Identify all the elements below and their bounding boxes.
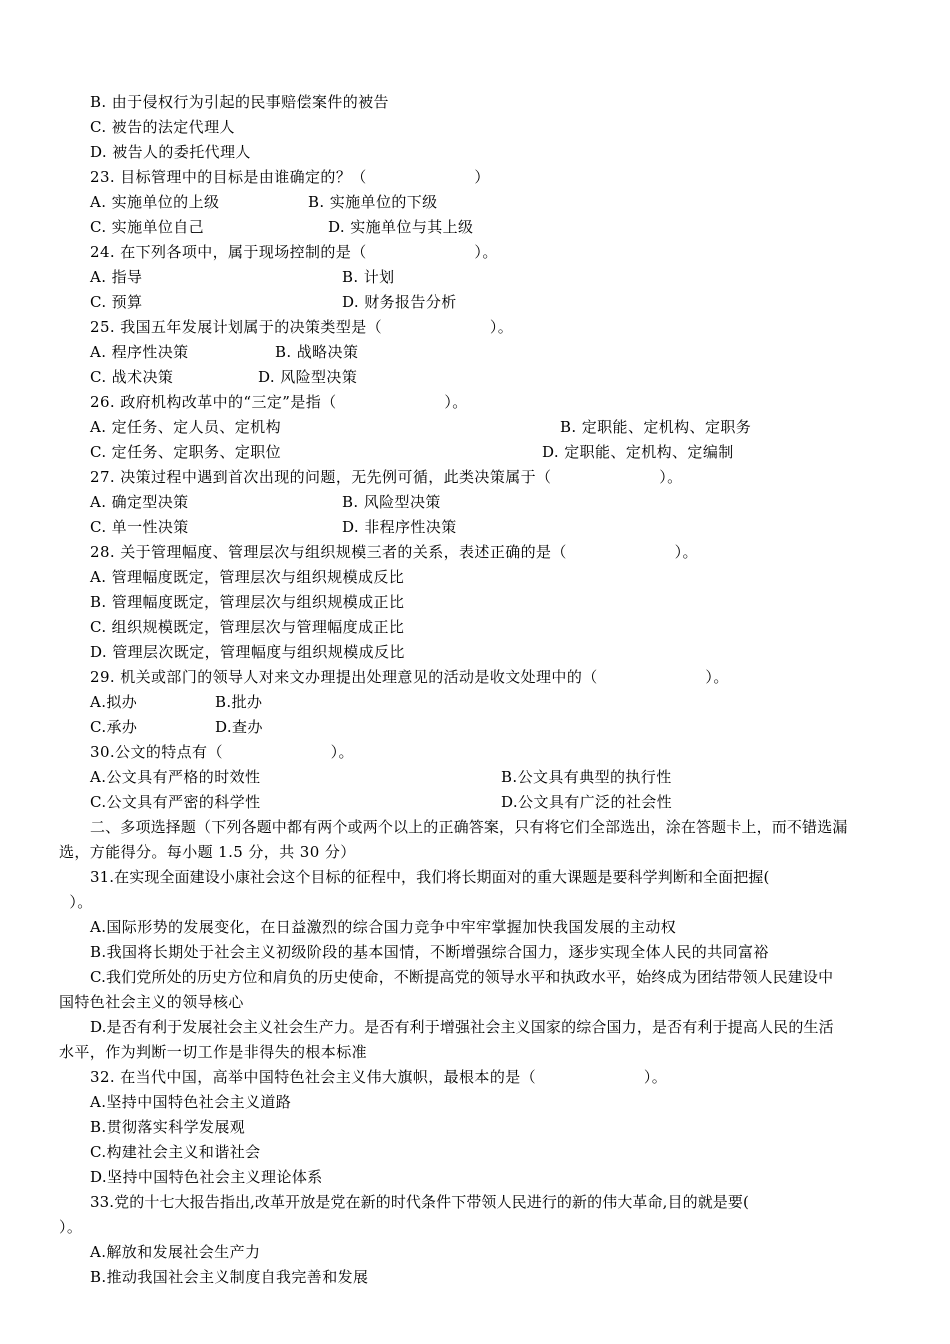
option-line: B. 管理幅度既定，管理层次与组织规模成正比 xyxy=(90,593,405,611)
option-line-cont: 水平，作为判断一切工作是非得失的根本标准 xyxy=(59,1043,368,1061)
option-line: D. 管理层次既定，管理幅度与组织规模成反比 xyxy=(90,643,405,661)
option-line-cont: 国特色社会主义的领导核心 xyxy=(59,993,244,1011)
option-line: B.贯彻落实科学发展观 xyxy=(90,1118,246,1136)
option-line: C.我们党所处的历史方位和肩负的历史使命，不断提高党的领导水平和执政水平，始终成为团结带领人民建设中 xyxy=(90,968,834,986)
option-row xyxy=(90,490,441,515)
option-b: B. 战略决策 xyxy=(275,343,359,361)
option-line: D.坚持中国特色社会主义理论体系 xyxy=(90,1168,323,1186)
option-d: D. 定职能、定机构、定编制 xyxy=(542,443,734,461)
question-32: 32. 在当代中国，高举中国特色社会主义伟大旗帜，最根本的是（ ）。 xyxy=(90,1068,668,1086)
option-b: B.批办 xyxy=(215,693,263,711)
option-row xyxy=(90,690,263,715)
option-d: D. 财务报告分析 xyxy=(342,293,457,311)
question-26: 26. 政府机构改革中的“三定”是指（ ）。 xyxy=(90,393,468,411)
question-31-cont: ）。 xyxy=(59,893,93,911)
option-a: A. 程序性决策 xyxy=(90,343,189,361)
question-31: 31.在实现全面建设小康社会这个目标的征程中，我们将长期面对的重大课题是要科学判断和全面把握( xyxy=(90,868,770,886)
option-row xyxy=(90,365,358,390)
section-heading-cont: 选，方能得分。每小题 1.5 分，共 30 分） xyxy=(59,843,356,861)
option-a: A.公文具有严格的时效性 xyxy=(90,768,261,786)
option-c: C. 定任务、定职务、定职位 xyxy=(90,443,282,461)
option-d: D.公文具有广泛的社会性 xyxy=(501,793,673,811)
option-c: C.承办 xyxy=(90,718,138,736)
option-row xyxy=(90,765,672,790)
option-line: B.推动我国社会主义制度自我完善和发展 xyxy=(90,1268,369,1286)
option-c: C. 战术决策 xyxy=(90,368,174,386)
option-a: A. 确定型决策 xyxy=(90,493,189,511)
question-27: 27. 决策过程中遇到首次出现的问题，无先例可循，此类决策属于（ ）。 xyxy=(90,468,683,486)
option-c: C. 单一性决策 xyxy=(90,518,189,536)
question-29: 29. 机关或部门的领导人对来文办理提出处理意见的活动是收文处理中的（ ）。 xyxy=(90,668,729,686)
option-d: D. 实施单位与其上级 xyxy=(328,218,474,236)
option-row xyxy=(90,440,734,465)
option-line: C. 被告的法定代理人 xyxy=(90,118,235,136)
option-d: D.查办 xyxy=(215,718,263,736)
option-a: A.拟办 xyxy=(90,693,138,711)
question-24: 24. 在下列各项中，属于现场控制的是（ ）。 xyxy=(90,243,498,261)
option-row xyxy=(90,790,673,815)
option-row xyxy=(90,290,457,315)
option-row xyxy=(90,515,457,540)
option-b: B. 计划 xyxy=(342,268,395,286)
option-line: D.是否有利于发展社会主义社会生产力。是否有利于增强社会主义国家的综合国力，是否有利于提高人民的生活 xyxy=(90,1018,834,1036)
option-row xyxy=(90,715,263,740)
option-d: D. 风险型决策 xyxy=(258,368,358,386)
option-row xyxy=(90,340,359,365)
option-a: A. 实施单位的上级 xyxy=(90,193,220,211)
option-b: B.公文具有典型的执行性 xyxy=(501,768,672,786)
option-d: D. 非程序性决策 xyxy=(342,518,457,536)
option-line: A.坚持中国特色社会主义道路 xyxy=(90,1093,292,1111)
option-line: C. 组织规模既定，管理层次与管理幅度成正比 xyxy=(90,618,405,636)
option-line: A.国际形势的发展变化，在日益激烈的综合国力竞争中牢牢掌握加快我国发展的主动权 xyxy=(90,918,677,936)
option-c: C.公文具有严密的科学性 xyxy=(90,793,261,811)
option-row xyxy=(90,190,438,215)
option-line: D. 被告人的委托代理人 xyxy=(90,143,251,161)
option-line: A. 管理幅度既定，管理层次与组织规模成反比 xyxy=(90,568,405,586)
question-28: 28. 关于管理幅度、管理层次与组织规模三者的关系，表述正确的是（ ）。 xyxy=(90,543,698,561)
option-row xyxy=(90,265,395,290)
section-heading: 二、多项选择题（下列各题中都有两个或两个以上的正确答案，只有将它们全部选出，涂在答题卡上，而不错选漏 xyxy=(90,818,848,836)
option-a: A. 定任务、定人员、定机构 xyxy=(90,418,281,436)
question-25: 25. 我国五年发展计划属于的决策类型是（ ）。 xyxy=(90,318,514,336)
option-line: A.解放和发展社会生产力 xyxy=(90,1243,261,1261)
question-30: 30.公文的特点有（ ）。 xyxy=(90,743,354,761)
option-b: B. 风险型决策 xyxy=(342,493,441,511)
option-row xyxy=(90,215,474,240)
option-row xyxy=(90,415,752,440)
option-b: B. 定职能、定机构、定职务 xyxy=(560,418,752,436)
option-c: C. 预算 xyxy=(90,293,143,311)
question-33: 33.党的十七大报告指出,改革开放是党在新的时代条件下带领人民进行的新的伟大革命,目的就是要( xyxy=(90,1193,749,1211)
option-c: C. 实施单位自己 xyxy=(90,218,205,236)
question-23: 23. 目标管理中的目标是由谁确定的？（ ） xyxy=(90,168,490,186)
option-b: B. 实施单位的下级 xyxy=(308,193,438,211)
option-line: B.我国将长期处于社会主义初级阶段的基本国情，不断增强综合国力，逐步实现全体人民的共同富裕 xyxy=(90,943,769,961)
option-line: B. 由于侵权行为引起的民事赔偿案件的被告 xyxy=(90,93,389,111)
question-33-cont: ）。 xyxy=(59,1218,83,1236)
option-line: C.构建社会主义和谐社会 xyxy=(90,1143,261,1161)
option-a: A. 指导 xyxy=(90,268,143,286)
